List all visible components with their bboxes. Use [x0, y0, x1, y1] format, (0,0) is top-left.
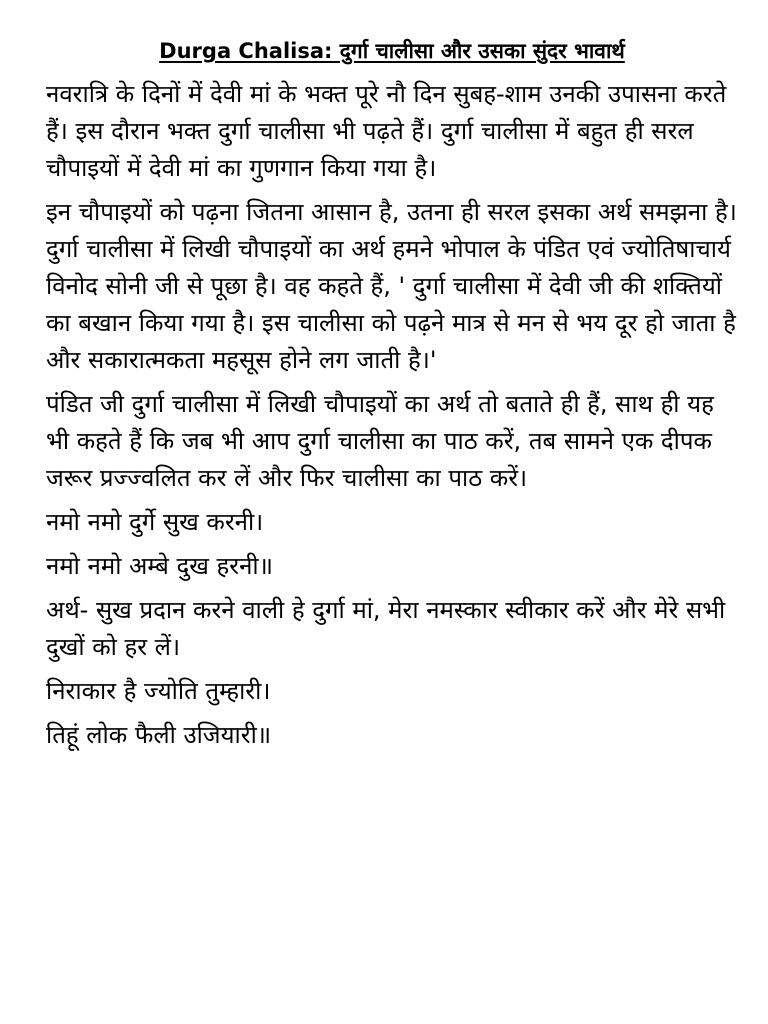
verse-line-1: नमो नमो दुर्गे सुख करनी। — [46, 508, 264, 536]
page-title: Durga Chalisa: दुर्गा चालीसा और उसका सुंदर भावार्थ — [159, 39, 625, 63]
paragraph-intro: नवरात्रि के दिनों में देवी मां के भक्त पूरे नौ दिन सुबह-शाम उनकी उपासना करते हैं। इस दौरान भक्त दुर्गा चालीसा भी पढ़ते हैं। दुर्गा चालीसा में बहुत ही सरल चौपाइयों में देवी मां का गुणगान किया गया है। — [46, 80, 727, 182]
paragraph-pandit: पंडित जी दुर्गा चालीसा में लिखी चौपाइयों का अर्थ तो बताते ही हैं, साथ ही यह भी कहते हैं कि जब भी आप दुर्गा चालीसा का पाठ करें, तब सामने एक दीपक जरूर प्रज्ज्वलित कर लें और फिर चालीसा का पाठ करें। — [46, 390, 714, 492]
verse-line-2: नमो नमो अम्बे दुख हरनी॥ — [46, 552, 273, 580]
verse-line-3: निराकार है ज्योति तुम्हारी। — [46, 677, 271, 705]
verse-line-4: तिहूं लोक फैली उजियारी॥ — [46, 721, 272, 749]
document-body — [46, 76, 738, 754]
paragraph-meaning: इन चौपाइयों को पढ़ना जितना आसान है, उतना ही सरल इसका अर्थ समझना है। दुर्गा चालीसा में लिखी चौपाइयों का अर्थ हमने भोपाल के पंडित एवं ज्योतिषाचार्य विनोद सोनी जी से पूछा है। वह कहते हैं, ' दुर्गा चालीसा में देवी जी की शक्तियों का बखान किया गया है। इस चालीसा को पढ़ने मात्र से मन से भय दूर हो जाता है और सकारात्मकता महसूस होने लग जाती है।' — [46, 198, 737, 374]
verse-meaning: अर्थ- सुख प्रदान करने वाली हे दुर्गा मां, मेरा नमस्कार स्वीकार करें और मेरे सभी दुखों को हर लें। — [46, 596, 726, 661]
